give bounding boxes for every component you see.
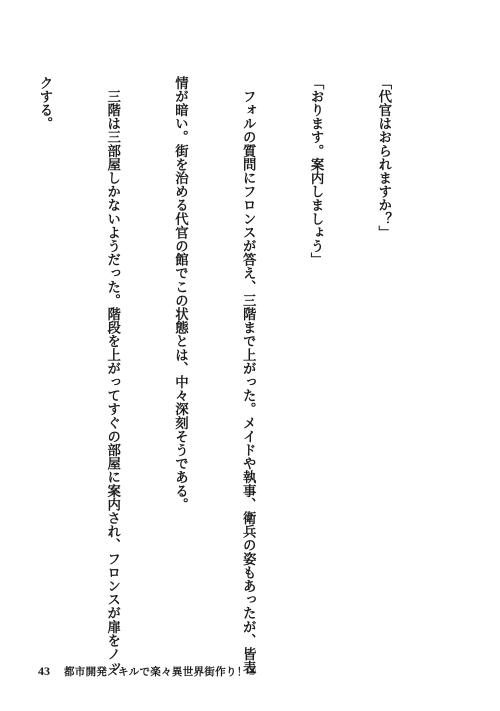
text-line: 情が暗い。街を治める代官の館でこの状態とは、中々深刻そうである。 — [172, 76, 189, 512]
page-footer — [38, 664, 257, 679]
text-line: クする。 — [36, 76, 53, 131]
text-line: 「おります。案内しましょう」 — [308, 76, 325, 267]
page-number: 43 — [38, 664, 50, 678]
text-line: 三階は三部屋しかないようだった。階段を上がってすぐの部屋に案内され、フロンスが扉をノッ — [104, 76, 121, 675]
text-line: フォルの質問にフロンスが答え、三階まで上がった。メイドや執事、衛兵の姿もあったが、皆表 — [240, 76, 257, 675]
running-title: 都市開発スキルで楽々異世界街作り！② — [64, 666, 257, 678]
text-line: 「代官はおられますか？」 — [375, 76, 392, 240]
